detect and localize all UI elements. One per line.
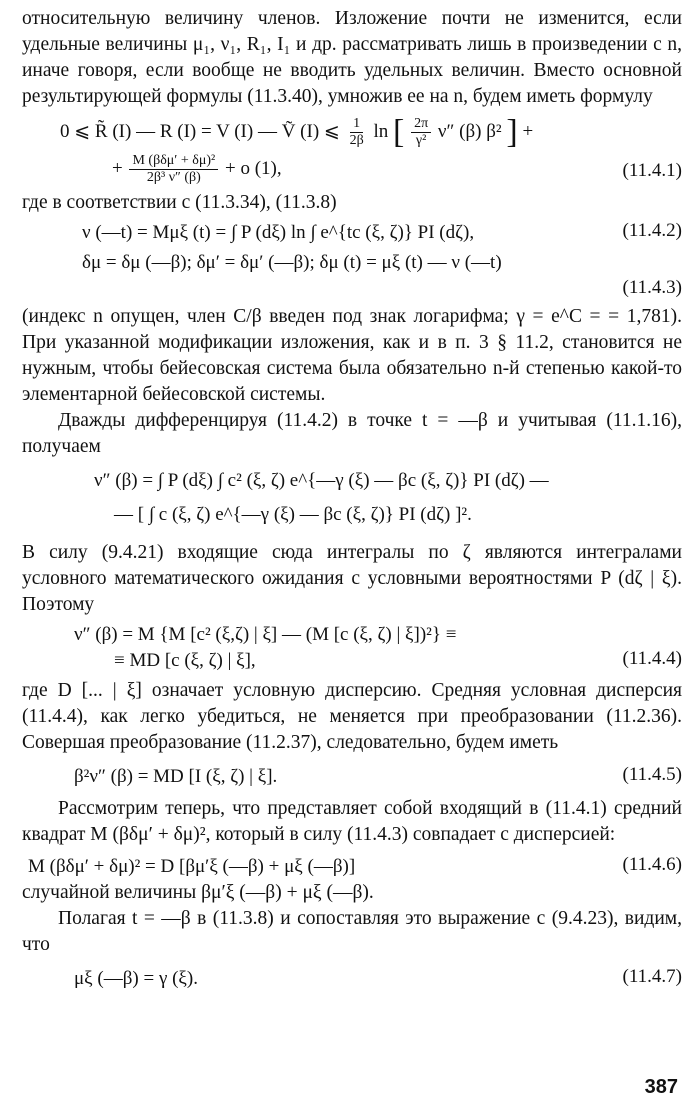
eq1-inner: ν″ (β) β²	[437, 120, 502, 142]
equation-second-derivative-line-2: — [ ∫ c (ξ, ζ) e^{—γ (ξ) — βc (ξ, ζ)} PI (dζ) ]².	[114, 504, 472, 525]
equation-number-11-4-1: (11.4.1)	[622, 160, 682, 181]
equation-11-4-6: M (βδμ′ + δμ)² = D [βμ′ξ (—β) + μξ (—β)] (11.4.6)	[28, 854, 682, 877]
paragraph-9: Полагая t = —β в (11.3.8) и сопоставляя это выражение с (9.4.23), видим, что	[22, 908, 682, 955]
page-number: 387	[644, 1076, 678, 1098]
eq1-fraction-3: $\frac{\text{M (βδμ′ + δμ)²}}{\text{2β³ ν″ (β)}}$	[129, 153, 218, 186]
paragraph-8: случайной величины βμ′ξ (—β) + μξ (—β).	[22, 882, 374, 903]
equation-number-11-4-2: (11.4.2)	[622, 220, 682, 241]
paragraph-3: (индекс n опущен, член C/β введен под знак логарифма; γ = e^C = = 1,781). При указанной модификации изложения, как и в п. 3 § 11.2, становится не нужным, чтобы бейесовская система была обязательно n-й степенью какой-то элементарной бейесовской системы.	[22, 306, 682, 405]
equation-11-4-5: β²ν″ (β) = MD [I (ξ, ζ) | ξ]. (11.4.5)	[74, 764, 682, 787]
eq1b-tail: + o (1),	[224, 157, 282, 179]
equation-11-4-1-line-2	[22, 153, 682, 186]
eq1-fraction-2: $\frac{2\pi}{\text{γ²}}$	[411, 116, 431, 149]
eq1b-plus: +	[112, 157, 123, 179]
equation-number-11-4-4: (11.4.4)	[622, 648, 682, 669]
equation-11-4-4-line-1: ν″ (β) = M {M [c² (ξ,ζ) | ξ] — (M [c (ξ, ζ) | ξ])²} ≡	[74, 624, 457, 645]
paragraph-7: Рассмотрим теперь, что представляет собой входящий в (11.4.1) средний квадрат M (βδμ′ + δμ)², который в силу (11.4.3) совпадает с дисперсией:	[22, 798, 682, 845]
equation-number-11-4-3: (11.4.3)	[622, 277, 682, 298]
equation-number-11-4-5: (11.4.5)	[622, 764, 682, 785]
equation-11-4-4-line-2: ≡ MD [c (ξ, ζ) | ξ], (11.4.4)	[114, 648, 682, 671]
eq1-fraction-1: $\frac{1}{2\beta}$	[349, 116, 364, 148]
paragraph-2: где в соответствии с (11.3.34), (11.3.8)	[22, 192, 337, 213]
eq1-left: 0 ⩽ R̃ (I) — R (I) = V (I) — Ṽ (I) ⩽	[60, 120, 340, 142]
equation-11-4-1-line-1: 0 ⩽ R̃ (I) — R (I) = V (I) — Ṽ (I) ⩽ $\frac{1}{2\beta}$ ln [ $\frac{2\pi}{\text{γ²}}$ ν″ (β) β² ] +	[60, 113, 534, 151]
equation-number-11-4-7: (11.4.7)	[622, 966, 682, 987]
paragraph-6: где D [... | ξ] означает условную дисперсию. Средняя условная дисперсия (11.4.4), как легко убедиться, не меняется при преобразовании (11.2.36). Совершая преобразование (11.2.37), следовательно, будем иметь	[22, 680, 682, 753]
paragraph-1: относительную величину членов. Изложение почти не изменится, если удельные величины μ₁, ν₁, R₁, I₁ и др. рассматривать лишь в произведении с n, иначе говоря, если вообще не вводить удельных величин. Вместо основной результирующей формулы (11.3.40), умножив ее на n, будем иметь формулу	[22, 8, 682, 107]
eq1-plus: +	[522, 120, 534, 142]
equation-second-derivative-line-1: ν″ (β) = ∫ P (dξ) ∫ c² (ξ, ζ) e^{—γ (ξ) — βc (ξ, ζ)} PI (dζ) —	[94, 470, 549, 491]
paragraph-5: В силу (9.4.21) входящие сюда интегралы по ζ являются интегралами условного математического ожидания с условными вероятностями P (dζ | ξ). Поэтому	[22, 542, 682, 615]
equation-11-4-2: ν (—t) = Mμξ (t) = ∫ P (dξ) ln ∫ e^{tc (ξ, ζ)} PI (dζ), (11.4.2)	[82, 220, 682, 243]
equation-number-11-4-6: (11.4.6)	[622, 854, 682, 875]
equation-11-4-3: δμ = δμ (—β); δμ′ = δμ′ (—β); δμ (t) = μξ (t) — ν (—t)	[82, 252, 502, 273]
eq1-ln: ln	[373, 120, 389, 142]
paragraph-4: Дважды дифференцируя (11.4.2) в точке t = —β и учитывая (11.1.16), получаем	[22, 410, 682, 457]
equation-11-4-7: μξ (—β) = γ (ξ). (11.4.7)	[74, 966, 682, 989]
